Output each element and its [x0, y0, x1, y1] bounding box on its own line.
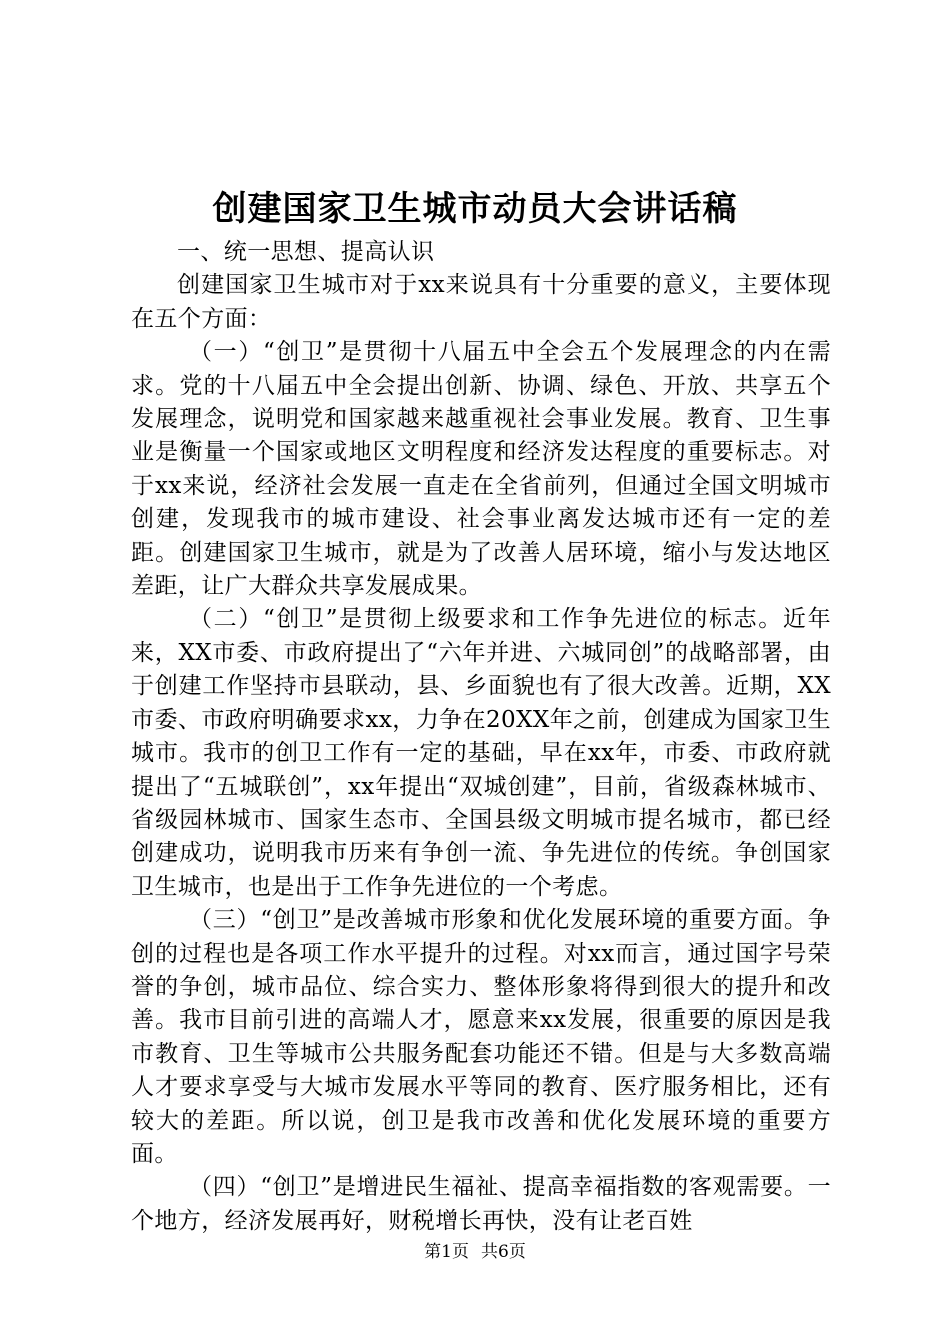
page-number: 第1页	[424, 1242, 469, 1262]
body-paragraph: （四）“创卫”是增进民生福祉、提高幸福指数的客观需要。一个地方，经济发展再好，财税增长再快，没有让老百姓	[131, 1174, 831, 1234]
body-paragraph: 创建国家卫生城市对于xx来说具有十分重要的意义，主要体现在五个方面：	[131, 272, 831, 332]
body-paragraph: （三）“创卫”是改善城市形象和优化发展环境的重要方面。争创的过程也是各项工作水平提升的过程。对xx而言，通过国字号荣誉的争创，城市品位、综合实力、整体形象将得到很大的提升和改善。我市目前引进的高端人才，愿意来xx发展，很重要的原因是我市教育、卫生等城市公共服务配套功能还不错。但是与大多数高端人才要求享受与大城市发展水平等同的教育、医疗服务相比，还有较大的差距。所以说，创卫是我市改善和优化发展环境的重要方面。	[131, 907, 831, 1167]
body-paragraph: （二）“创卫”是贯彻上级要求和工作争先进位的标志。近年来，XX市委、市政府提出了“六年并进、六城同创”的战略部署，由于创建工作坚持市县联动，县、乡面貌也有了很大改善。近期，XX市委、市政府明确要求xx，力争在20XX年之前，创建成为国家卫生城市。我市的创卫工作有一定的基础，早在xx年，市委、市政府就提出了“五城联创”，xx年提出“双城创建”，目前，省级森林城市、省级园林城市、国家生态市、全国县级文明城市提名城市，都已经创建成功，说明我市历来有争创一流、争先进位的传统。争创国家卫生城市，也是出于工作争先进位的一个考虑。	[131, 606, 831, 900]
section-heading: 一、统一思想、提高认识	[177, 239, 435, 265]
document-body	[131, 236, 831, 1238]
body-paragraph: （一）“创卫”是贯彻十八届五中全会五个发展理念的内在需求。党的十八届五中全会提出创新、协调、绿色、开放、共享五个发展理念，说明党和国家越来越重视社会事业发展。教育、卫生事业是衡量一个国家或地区文明程度和经济发达程度的重要标志。对于xx来说，经济社会发展一直走在全省前列，但通过全国文明城市创建，发现我市的城市建设、社会事业离发达城市还有一定的差距。创建国家卫生城市，就是为了改善人居环境，缩小与发达地区差距，让广大群众共享发展成果。	[131, 339, 831, 600]
page-total: 共6页	[481, 1242, 526, 1262]
page-footer	[0, 1240, 950, 1264]
document-title: 创建国家卫生城市动员大会讲话稿	[212, 189, 738, 229]
